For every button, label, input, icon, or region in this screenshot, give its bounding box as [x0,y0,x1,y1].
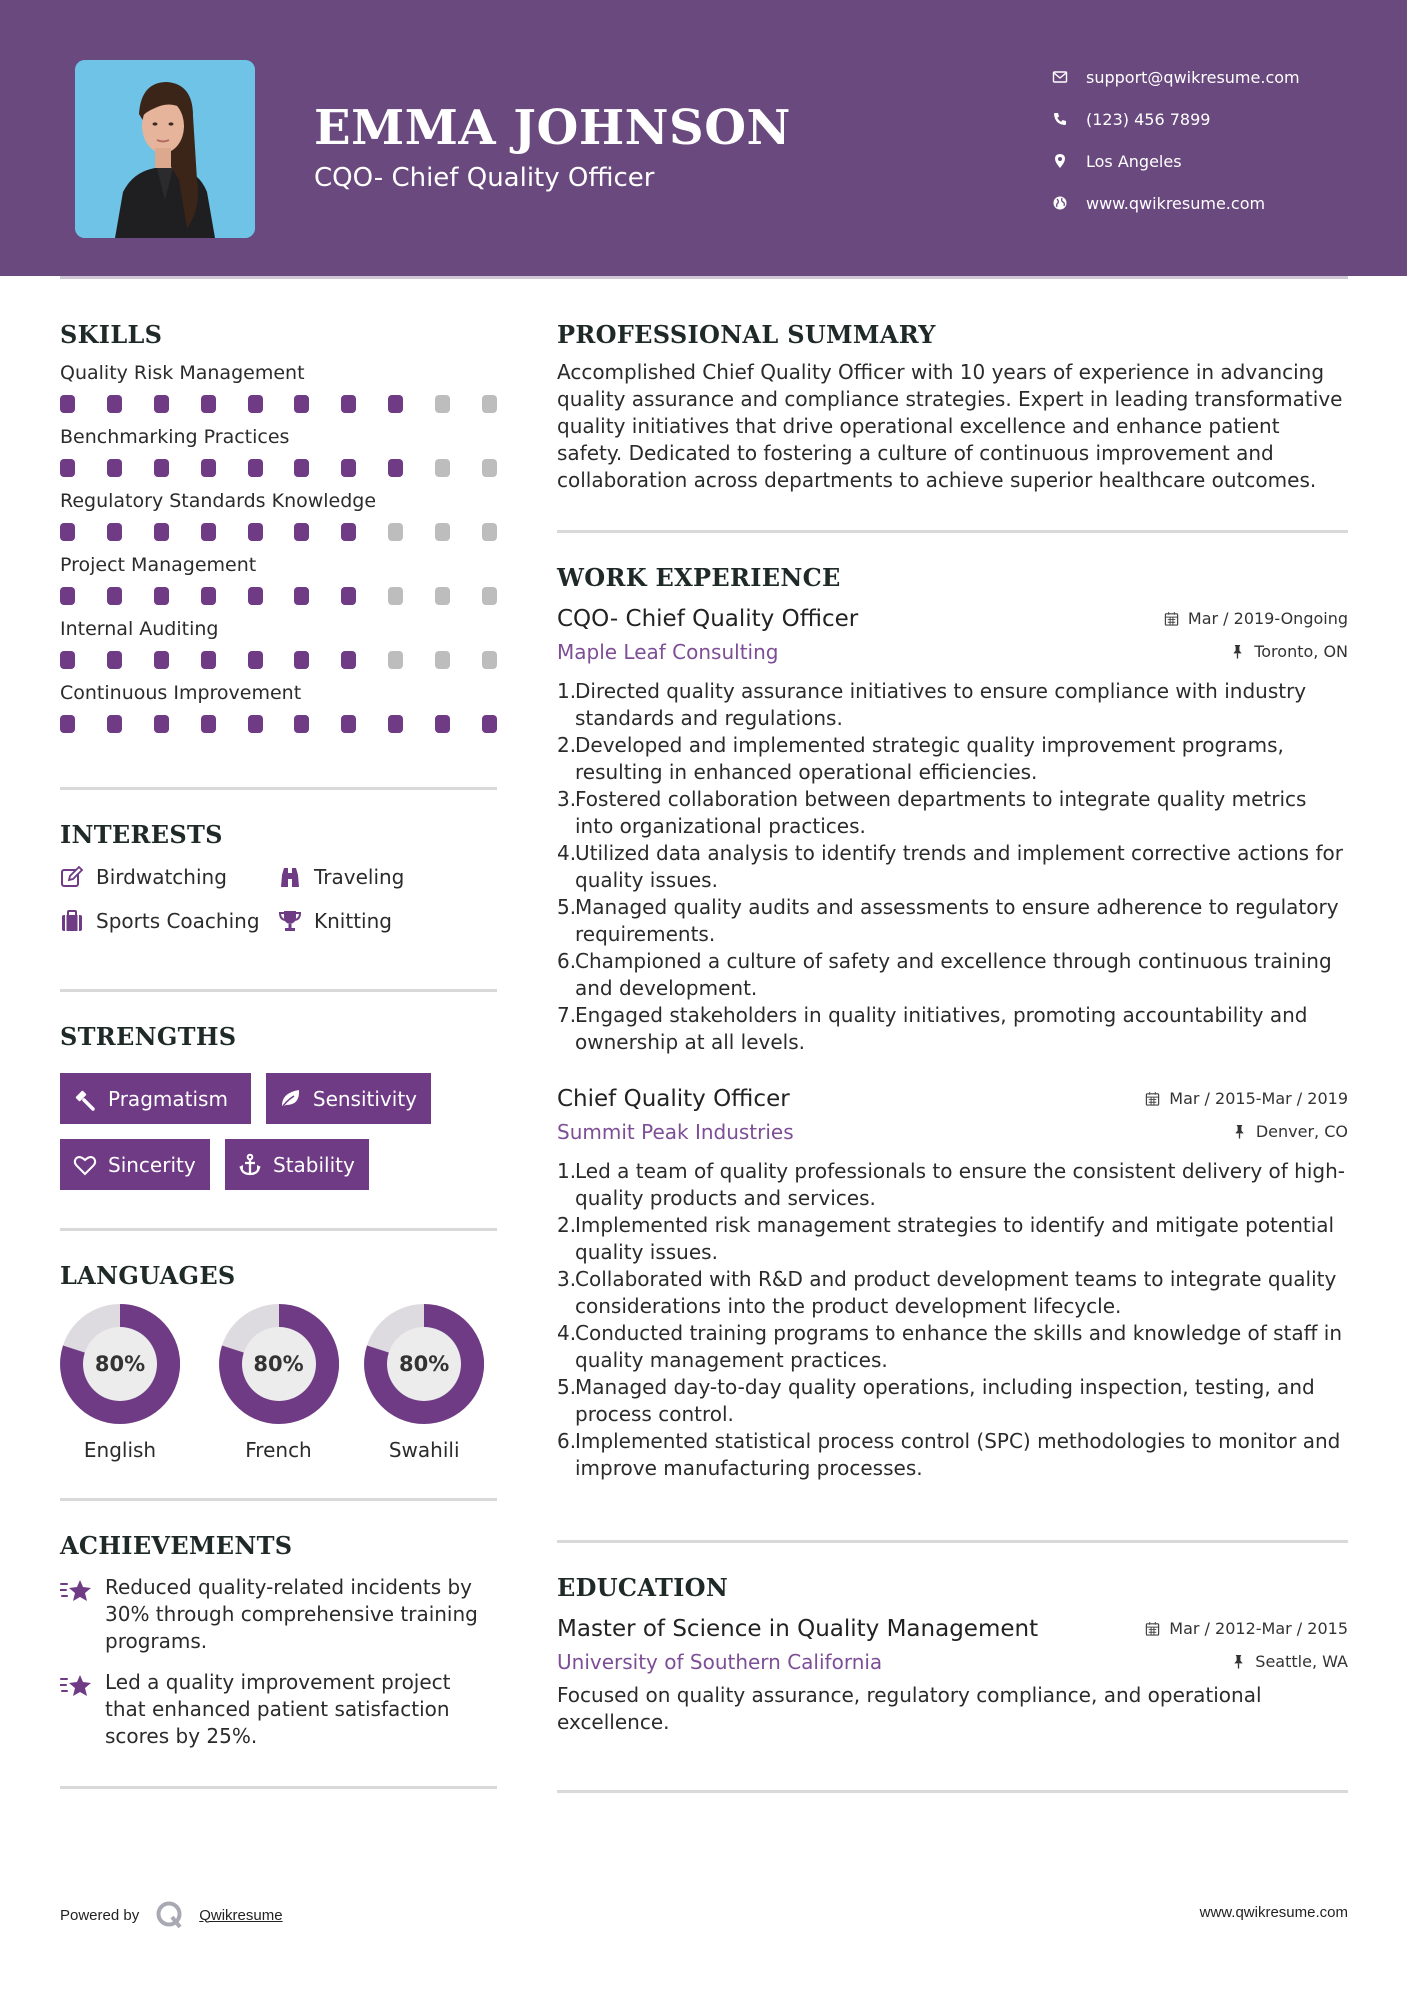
section-divider [557,1790,1348,1793]
suitcase-icon [60,909,86,933]
calendar-icon [1145,1621,1160,1636]
calendar-icon [1145,1091,1160,1106]
job-bullet: 5. Managed quality audits and assessments to ensure adherence to regulatory requirements. [557,895,1339,946]
contact-location-text: Los Angeles [1086,151,1182,171]
rating-dot-empty [482,651,497,669]
job-bullet: 2. Developed and implemented strategic quality improvement programs, resulting in enhanced operational efficiencies. [557,733,1284,784]
skill-item [60,423,497,477]
rating-dot-filled [60,651,75,669]
education-dates-text: Mar / 2012-Mar / 2015 [1169,1619,1348,1638]
rating-dot-filled [107,715,122,733]
rating-dot-filled [341,651,356,669]
job-entry [557,606,1348,1056]
pushpin-icon [1230,644,1245,659]
skill-item [60,615,497,669]
job-dates [1145,1089,1348,1108]
languages-section [60,1261,497,1462]
skill-rating [60,651,497,669]
job-dates-text: Mar / 2015-Mar / 2019 [1169,1089,1348,1108]
job-bullet: 3. Fostered collaboration between departments to integrate quality metrics into organizational practices. [557,787,1307,838]
pushpin-icon [1231,1654,1246,1669]
school-name: University of Southern California [557,1650,883,1674]
rating-dot-filled [435,715,450,733]
achievement-text: Reduced quality-related incidents by 30% through comprehensive training programs. [105,1575,478,1653]
rating-dot-filled [201,459,216,477]
skill-name: Project Management [60,554,257,576]
rating-dot-empty [482,587,497,605]
rating-dot-filled [107,651,122,669]
rating-dot-empty [435,587,450,605]
heart-icon [72,1152,98,1178]
job-bullets [557,1158,1348,1482]
rating-dot-empty [388,587,403,605]
rating-dot-empty [388,523,403,541]
skill-rating [60,523,497,541]
anchor-icon [237,1152,263,1178]
rating-dot-empty [435,651,450,669]
interests-list [60,863,497,935]
pushpin-icon [1232,1124,1247,1139]
footer-branding [60,1900,283,1930]
rating-dot-filled [60,395,75,413]
star-icon [60,1574,96,1655]
rating-dot-filled [248,587,263,605]
rating-dot-filled [482,715,497,733]
section-divider [60,787,497,790]
skill-name: Internal Auditing [60,618,219,640]
job-header [557,1086,1348,1112]
rating-dot-filled [154,523,169,541]
education-description: Focused on quality assurance, regulatory compliance, and operational excellence. [557,1683,1262,1734]
phone-icon [1050,109,1070,129]
rating-dot-filled [60,715,75,733]
calendar-icon [1164,611,1179,626]
interest-item [60,863,278,891]
rating-dot-filled [294,523,309,541]
language-name: French [245,1438,312,1462]
edit-icon [60,865,86,889]
skills-list [60,359,497,733]
rating-dot-filled [107,395,122,413]
globe-icon [1050,193,1070,213]
achievement-item [60,1669,497,1750]
rating-dot-filled [201,715,216,733]
rating-dot-filled [248,523,263,541]
map-pin-icon [1050,151,1070,171]
skill-name: Continuous Improvement [60,682,302,704]
skill-item [60,551,497,605]
gavel-icon [72,1086,98,1112]
header-divider [60,276,1348,279]
achievements-section [60,1531,497,1750]
interests-heading: INTERESTS [60,820,223,849]
rating-dot-filled [60,459,75,477]
trophy-icon [278,909,304,933]
job-location-text: Toronto, ON [1254,642,1348,661]
rating-dot-filled [294,715,309,733]
interests-section [60,820,497,935]
language-progress-ring [364,1304,484,1424]
job-bullet: 3. Collaborated with R&D and product development teams to integrate quality considerations into the product development lifecycle. [557,1267,1337,1318]
skill-rating [60,459,497,477]
interest-item [60,907,278,935]
degree-title: Master of Science in Quality Management [557,1616,1039,1642]
rating-dot-empty [435,459,450,477]
job-entry [557,1086,1348,1482]
rating-dot-empty [435,395,450,413]
education-section [557,1573,1348,1736]
rating-dot-filled [201,523,216,541]
qwikresume-link[interactable]: Qwikresume [199,1906,283,1924]
rating-dot-filled [388,459,403,477]
rating-dot-filled [60,587,75,605]
language-item [351,1304,497,1462]
contact-phone-text: (123) 456 7899 [1086,109,1211,129]
interest-label: Traveling [314,865,405,889]
contact-phone[interactable] [1050,98,1300,140]
star-icon [60,1669,96,1750]
skill-rating [60,395,497,413]
rating-dot-filled [201,395,216,413]
rating-dot-filled [341,587,356,605]
rating-dot-filled [107,587,122,605]
rating-dot-filled [107,459,122,477]
rating-dot-filled [341,523,356,541]
skill-name: Regulatory Standards Knowledge [60,490,377,512]
experience-section [557,563,1348,1482]
education-dates [1145,1619,1348,1638]
interest-item [278,863,497,891]
resume-header [0,0,1407,276]
rating-dot-filled [294,459,309,477]
strength-label: Pragmatism [108,1086,228,1111]
job-title: Chief Quality Officer [557,1086,790,1112]
summary-section [557,320,1348,494]
interest-item [278,907,497,935]
envelope-icon [1050,67,1070,87]
job-bullet: 2. Implemented risk management strategies to identify and mitigate potential quality issues. [557,1213,1335,1264]
skill-item [60,679,497,733]
contact-email[interactable] [1050,56,1300,98]
strength-label: Stability [273,1152,355,1177]
job-subheader [557,640,1348,664]
job-bullet: 1. Led a team of quality professionals to ensure the consistent delivery of high-quality products and services. [557,1159,1345,1210]
company-name: Maple Leaf Consulting [557,640,779,664]
rating-dot-filled [107,523,122,541]
summary-text: Accomplished Chief Quality Officer with 10 years of experience in advancing quality assurance and compliance strategies. Expert in leading transformative quality initiatives that drive operational excellence and enhance patient safety. Dedicated to fostering a culture of continuous improvement and collaboration across departments to achieve superior healthcare outcomes. [557,360,1343,492]
job-bullets [557,678,1348,1056]
profile-photo-image [75,60,255,238]
job-bullet: 6. Championed a culture of safety and excellence through continuous training and development. [557,949,1332,1000]
rating-dot-filled [388,715,403,733]
candidate-title: CQO- Chief Quality Officer [314,163,655,193]
section-divider [60,1786,497,1789]
job-location [1232,1122,1348,1141]
rating-dot-filled [60,523,75,541]
achievement-text: Led a quality improvement project that enhanced patient satisfaction scores by 25%. [105,1670,451,1748]
summary-heading: PROFESSIONAL SUMMARY [557,320,936,349]
education-header [557,1616,1348,1642]
job-subheader [557,1120,1348,1144]
job-title: CQO- Chief Quality Officer [557,606,859,632]
skill-rating [60,587,497,605]
job-dates-text: Mar / 2019-Ongoing [1187,609,1348,628]
rating-dot-empty [435,523,450,541]
rating-dot-filled [154,459,169,477]
rating-dot-filled [341,715,356,733]
language-percent: 80% [399,1352,450,1376]
job-dates [1164,609,1348,628]
strength-label: Sensitivity [312,1086,417,1111]
skill-item [60,487,497,541]
candidate-name: EMMA JOHNSON [314,100,791,156]
interest-label: Sports Coaching [96,909,260,933]
job-location [1230,642,1348,661]
footer-website-link[interactable]: www.qwikresume.com [1199,1904,1348,1921]
section-divider [557,1540,1348,1543]
rating-dot-filled [294,587,309,605]
left-column [60,320,497,1789]
job-bullet: 4. Utilized data analysis to identify trends and implement corrective actions for quality issues. [557,841,1343,892]
education-location-text: Seattle, WA [1255,1652,1348,1671]
job-bullet: 7. Engaged stakeholders in quality initiatives, promoting accountability and ownership at all levels. [557,1003,1308,1054]
rating-dot-filled [341,395,356,413]
rating-dot-filled [294,651,309,669]
languages-heading: LANGUAGES [60,1261,236,1290]
rating-dot-empty [482,459,497,477]
leaf-icon [278,1086,303,1112]
achievement-item [60,1574,497,1655]
languages-list [60,1304,497,1462]
right-column [557,320,1348,1793]
job-location-text: Denver, CO [1255,1122,1348,1141]
skill-item [60,359,497,413]
rating-dot-empty [482,523,497,541]
contact-website-text: www.qwikresume.com [1086,193,1266,213]
job-bullet: 5. Managed day-to-day quality operations, including inspection, testing, and process control. [557,1375,1315,1426]
language-name: English [83,1438,157,1462]
company-name: Summit Peak Industries [557,1120,794,1144]
strengths-heading: STRENGTHS [60,1022,237,1051]
contact-email-text: support@qwikresume.com [1086,67,1300,87]
profile-photo [75,60,255,238]
skill-rating [60,715,497,733]
strength-badge [225,1139,369,1190]
rating-dot-filled [248,395,263,413]
language-progress-ring [219,1304,339,1424]
language-progress-ring [60,1304,180,1424]
strength-badge [60,1139,210,1190]
education-location [1231,1652,1348,1671]
job-header [557,606,1348,632]
experience-heading: WORK EXPERIENCE [557,563,841,592]
strengths-list [60,1073,497,1190]
skills-section [60,320,497,733]
job-bullet: 4. Conducted training programs to enhance the skills and knowledge of staff in quality management practices. [557,1321,1343,1372]
qwikresume-logo-icon [155,1900,185,1930]
contact-location [1050,140,1300,182]
rating-dot-filled [154,587,169,605]
skills-heading: SKILLS [60,320,163,349]
interest-label: Birdwatching [96,865,227,889]
contact-website[interactable] [1050,182,1300,224]
strengths-section [60,1022,497,1190]
rating-dot-filled [154,395,169,413]
rating-dot-empty [388,651,403,669]
strength-label: Sincerity [108,1152,196,1177]
skill-name: Quality Risk Management [60,362,305,384]
section-divider [60,1228,497,1231]
contact-list [1050,56,1300,224]
rating-dot-filled [248,715,263,733]
language-item [60,1304,206,1462]
achievements-heading: ACHIEVEMENTS [60,1531,293,1560]
skill-name: Benchmarking Practices [60,426,290,448]
rating-dot-filled [201,651,216,669]
rating-dot-filled [248,459,263,477]
strength-badge [60,1073,251,1124]
education-subheader [557,1650,1348,1674]
language-percent: 80% [253,1352,304,1376]
rating-dot-filled [154,715,169,733]
section-divider [60,989,497,992]
section-divider [557,530,1348,533]
strength-badge [266,1073,431,1124]
language-name: Swahili [388,1438,460,1462]
section-divider [60,1498,497,1501]
rating-dot-filled [201,587,216,605]
job-bullet: 6. Implemented statistical process control (SPC) methodologies to monitor and improve manufacturing processes. [557,1429,1341,1480]
language-percent: 80% [94,1352,146,1376]
rating-dot-filled [341,459,356,477]
rating-dot-filled [294,395,309,413]
binoculars-icon [278,865,304,889]
rating-dot-empty [482,395,497,413]
language-item [206,1304,352,1462]
rating-dot-filled [388,395,403,413]
education-heading: EDUCATION [557,1573,729,1602]
powered-by-label: Powered by [60,1906,140,1924]
rating-dot-filled [154,651,169,669]
interest-label: Knitting [314,909,392,933]
rating-dot-filled [248,651,263,669]
job-bullet: 1. Directed quality assurance initiatives to ensure compliance with industry standards and regulations. [557,679,1307,730]
